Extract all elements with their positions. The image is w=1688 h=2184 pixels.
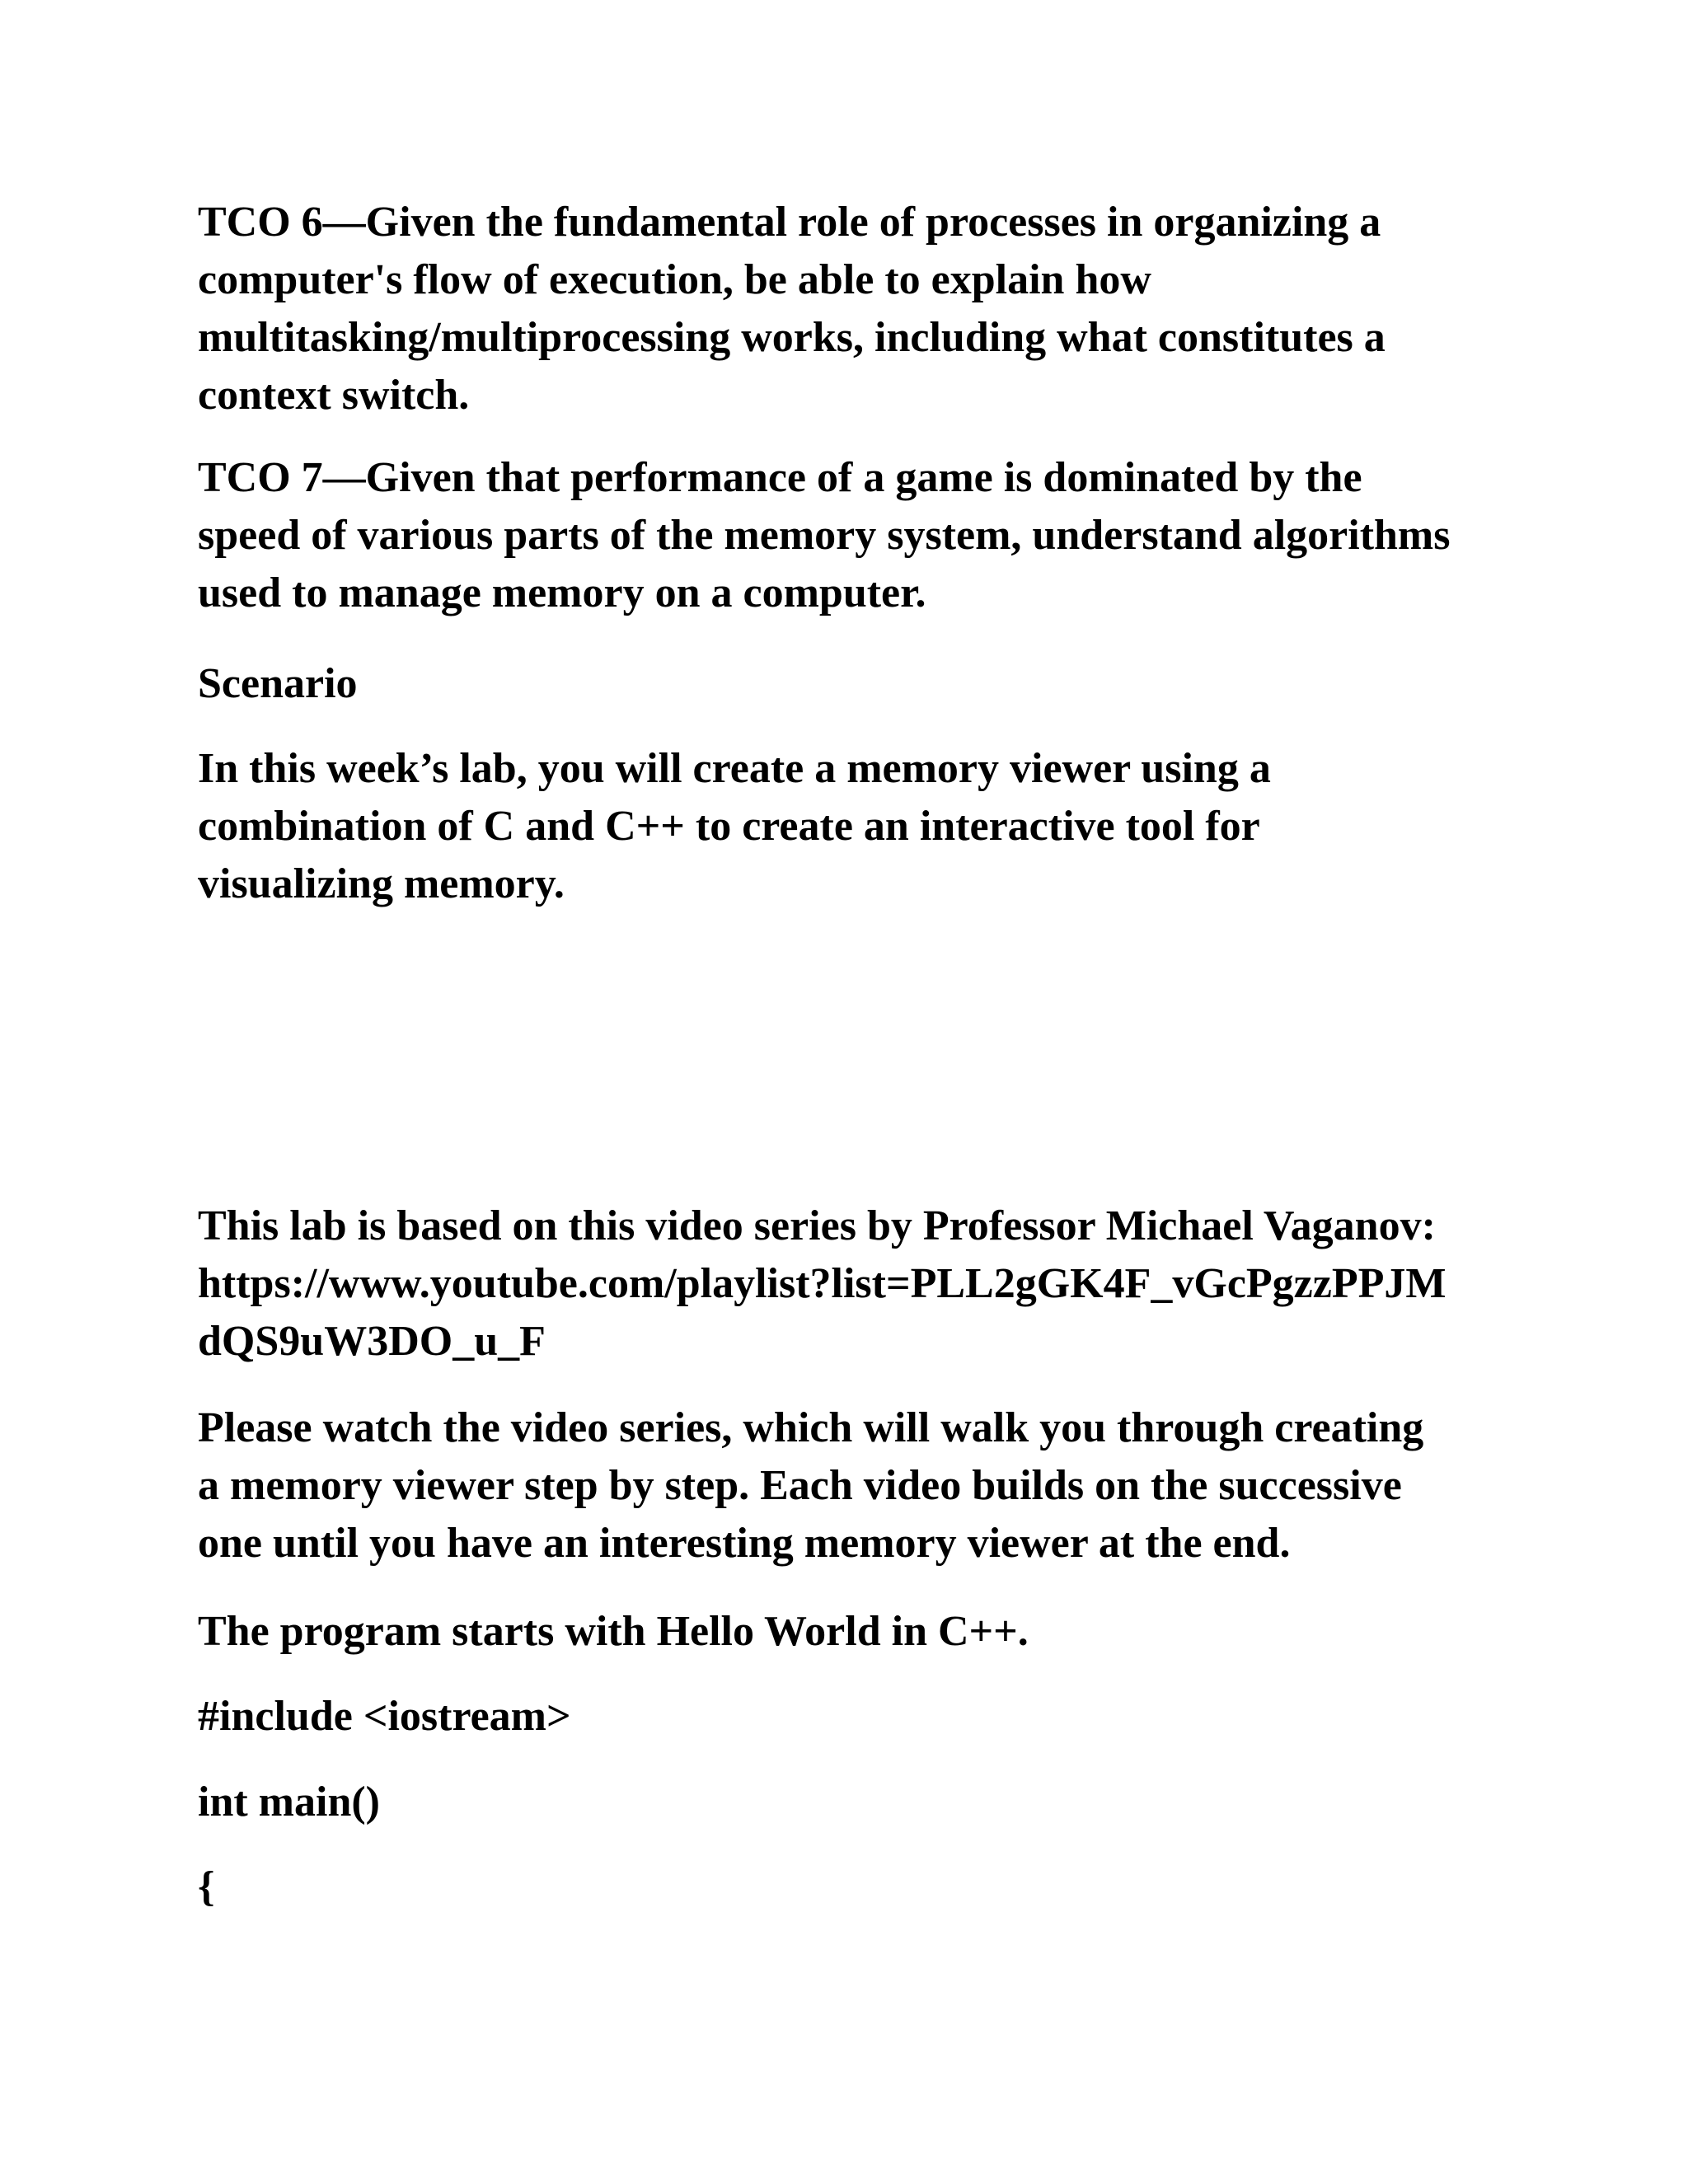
code-text: #include <iostream> bbox=[198, 1693, 571, 1740]
paragraph-line: a memory viewer step by step. Each video builds on the successive bbox=[198, 1462, 1402, 1509]
tco6-paragraph bbox=[198, 194, 1484, 424]
code-include-line bbox=[198, 1688, 1484, 1746]
paragraph-line: used to manage memory on a computer. bbox=[198, 569, 926, 616]
paragraph-line: Please watch the video series, which will walk you through creating bbox=[198, 1404, 1424, 1451]
program-starts-paragraph bbox=[198, 1603, 1484, 1661]
scenario-paragraph bbox=[198, 740, 1484, 913]
paragraph-line: computer's flow of execution, be able to explain how bbox=[198, 256, 1151, 303]
paragraph-line: one until you have an interesting memory viewer at the end. bbox=[198, 1520, 1291, 1567]
code-brace-line bbox=[198, 1858, 1484, 1916]
tco7-paragraph bbox=[198, 449, 1484, 622]
playlist-link-line[interactable]: https://www.youtube.com/playlist?list=PLL2gGK4F_vGcPgzzPPJM bbox=[198, 1260, 1447, 1307]
paragraph-line: combination of C and C++ to create an interactive tool for bbox=[198, 803, 1260, 850]
code-main-line bbox=[198, 1774, 1484, 1831]
playlist-link-line[interactable]: dQS9uW3DO_u_F bbox=[198, 1318, 546, 1365]
paragraph-line: TCO 6—Given the fundamental role of processes in organizing a bbox=[198, 199, 1381, 246]
scenario-heading bbox=[198, 655, 1484, 713]
lab-source-paragraph bbox=[198, 1197, 1484, 1371]
heading-text: Scenario bbox=[198, 660, 358, 707]
watch-paragraph bbox=[198, 1399, 1484, 1572]
paragraph-line: speed of various parts of the memory system, understand algorithms bbox=[198, 512, 1451, 559]
paragraph-line: In this week’s lab, you will create a memory viewer using a bbox=[198, 745, 1271, 792]
paragraph-line: The program starts with Hello World in C++. bbox=[198, 1608, 1029, 1655]
paragraph-line: multitasking/multiprocessing works, including what constitutes a bbox=[198, 314, 1386, 361]
paragraph-line: visualizing memory. bbox=[198, 860, 565, 907]
paragraph-line: TCO 7—Given that performance of a game is dominated by the bbox=[198, 454, 1362, 501]
code-text: int main() bbox=[198, 1779, 380, 1825]
code-text: { bbox=[198, 1863, 215, 1910]
paragraph-line: This lab is based on this video series by Professor Michael Vaganov: bbox=[198, 1202, 1436, 1249]
paragraph-line: context switch. bbox=[198, 372, 470, 419]
